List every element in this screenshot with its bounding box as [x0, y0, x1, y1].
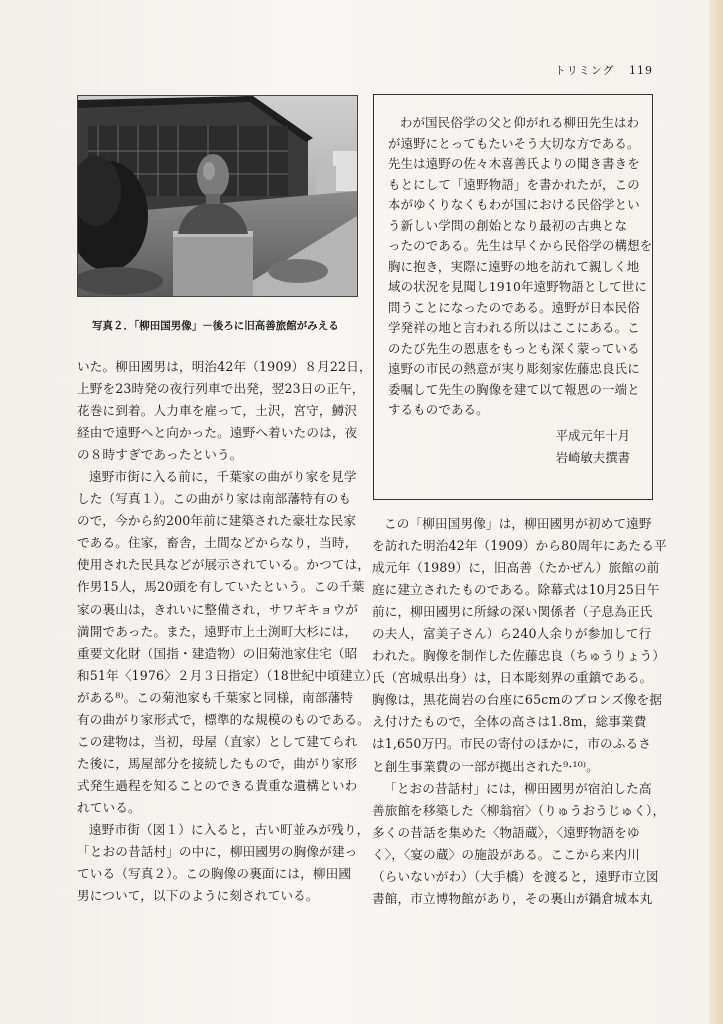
text-line: が遠野にとってもたいそう大切な方である。 — [388, 135, 640, 151]
text-line: の夫人，富美子さん）ら240人余りが参加して行 — [372, 626, 652, 642]
inscription-box — [373, 94, 653, 500]
text-line: 庭に建立されたものである。除幕式は10月25日午 — [372, 582, 660, 598]
text-line: 委嘱して先生の胸像を建て以て報恩の一端と — [388, 381, 640, 397]
text-line: 前に，柳田國男に所縁の深い関係者（子息為正氏 — [372, 604, 653, 620]
text-line: く〉，〈宴の蔵〉の施設がある。ここから来内川 — [372, 846, 640, 862]
page-number: 119 — [629, 64, 653, 77]
text-line: もとにして「遠野物語」を書かれたが，この — [388, 176, 640, 192]
text-line: 遠野市街（図１）に入ると，古い町並みが残り， — [89, 821, 370, 837]
text-line: 家の裏山は，きれいに整備され，サワギキョウが — [77, 601, 359, 617]
photo-yanagita-bust — [77, 95, 358, 297]
page-edge — [709, 0, 723, 1024]
text-line: 和51年〈1976〉２月３日指定）（18世紀中頃建立） — [77, 667, 379, 683]
text-line: 先生は遠野の佐々木喜善氏よりの聞き書きを — [388, 156, 640, 171]
text-line: である。住家，畜舎，土間などからなり，当時， — [77, 535, 358, 551]
text-line: 本がゆくりなくもわが国における民俗学とい — [388, 197, 640, 212]
text-line: を訪れた明治42年（1909）から80周年にあたる平 — [372, 538, 667, 554]
text-line: は1,650万円。市民の寄付のほかに，市のふるさ — [372, 736, 651, 752]
text-line: 重要文化財（国指・建造物）の旧菊池家住宅（昭 — [77, 645, 358, 661]
text-line: 遠野の市民の熱意が実り彫刻家佐藤忠良氏に — [388, 361, 640, 376]
text-line: 男について，以下のように刻されている。 — [77, 888, 319, 904]
text-line: 経由で遠野へと向かった。遠野へ着いたのは，夜 — [77, 425, 358, 441]
section-title: トリミング — [554, 64, 615, 77]
text-line: （らいないがわ）（大手橋）を渡ると，遠野市立図 — [372, 868, 659, 884]
text-line: れている。 — [77, 799, 141, 815]
text-line: 学発祥の地と言われる所以はここにある。こ — [388, 320, 640, 335]
text-line: 多くの昔話を集めた〈物語蔵〉，〈遠野物語をゆ — [372, 824, 640, 840]
text-line: 作男15人，馬20頭を有していたという。この千葉 — [77, 579, 365, 595]
left-column-text — [77, 356, 379, 907]
inscription-date: 平成元年十月 — [555, 427, 630, 443]
text-line: 胸像は，黒花崗岩の台座に65cmのブロンズ像を据 — [372, 692, 663, 708]
text-line: 善旅館を移築した〈柳翁宿〉（りゅうおうじゅく）， — [372, 802, 666, 818]
text-line: するものである。 — [388, 402, 489, 417]
text-line: う新しい学問の創始となり最初の古典とな — [388, 217, 628, 233]
text-line: 成元年（1989）に，旧高善（たかぜん）旅館の前 — [372, 560, 660, 576]
text-line: この建物は，当初，母屋（直家）として建てられ — [77, 733, 358, 749]
text-line: いた。柳田國男は，明治42年（1909）８月22日， — [77, 359, 372, 374]
text-line: 氏（宮城県出身）は，日本彫刻界の重鎮である。 — [372, 670, 653, 686]
text-line: 花巻に到着。人力車を雇って，土沢，宮守，鱒沢 — [77, 403, 358, 419]
text-line: 胸に抱き，実際に遠野の地を訪れて親しく地 — [388, 258, 640, 274]
text-line: 遠野市街に入る前に，千葉家の曲がり家を見学 — [89, 469, 357, 485]
text-line: のたび先生の恩恵をもっとも深く蒙っている — [388, 340, 640, 356]
running-header — [545, 62, 653, 78]
text-line: がある⁸⁾。この菊池家も千葉家と同様，南部藩特 — [77, 689, 354, 705]
text-line: ている（写真２）。この胸像の裏面には，柳田國 — [77, 866, 352, 882]
text-line: した（写真１）。この曲がり家は南部藩特有のも — [77, 491, 352, 507]
text-line: 満開であった。また，遠野市上土渕町大杉には， — [77, 623, 358, 639]
text-line: ので，今から約200年前に建築された豪壮な民家 — [77, 513, 357, 529]
text-line: 書館，市立博物館があり，その裏山が鍋倉城本丸 — [372, 890, 653, 906]
text-line: 式発生過程を知ることのできる貴重な遺構といわ — [77, 777, 358, 793]
text-line: 使用された民具などが展示されている。かつては， — [77, 557, 371, 573]
text-line: 「とおの昔話村」の中に，柳田國男の胸像が建っ — [77, 844, 358, 860]
text-line: わが国民俗学の父と仰がれる柳田先生はわ — [400, 115, 640, 130]
text-line: の８時すぎであったという。 — [77, 447, 243, 463]
text-line: 有の曲がり家形式で，標準的な規模のものである。 — [77, 711, 370, 727]
right-column-text — [372, 513, 667, 910]
text-line: え付けたもので，全体の高さは1.8m，総事業費 — [372, 714, 647, 730]
text-line: われた。胸像を制作した佐藤忠良（ちゅうりょう） — [372, 648, 666, 664]
text-line: と創生事業費の一部が拠出された⁹·¹⁰⁾。 — [372, 758, 599, 774]
bust-photo-illustration — [78, 96, 357, 296]
text-line: 「とおの昔話村」には，柳田國男が宿泊した高 — [384, 780, 652, 796]
text-line: た後に，馬屋部分を接続したもので，曲がり家形 — [77, 755, 358, 771]
inscription-author: 岩崎敏夫撰書 — [555, 449, 630, 465]
text-line: 域の状況を見聞し1910年遠野物語として世に — [388, 279, 647, 294]
text-line: 問うことになったのである。遠野が日本民俗 — [388, 299, 640, 315]
photo-caption: 写真２．「柳田国男像」－後ろに旧高善旅館がみえる — [92, 320, 339, 332]
text-line: 上野を23時発の夜行列車で出発，翌23日の正午， — [77, 381, 365, 397]
text-line: ったのである。先生は早くから民俗学の構想を — [388, 238, 653, 253]
inscription-text — [388, 113, 653, 421]
text-line: この「柳田国男像」は，柳田國男が初めて遠野 — [384, 516, 652, 531]
